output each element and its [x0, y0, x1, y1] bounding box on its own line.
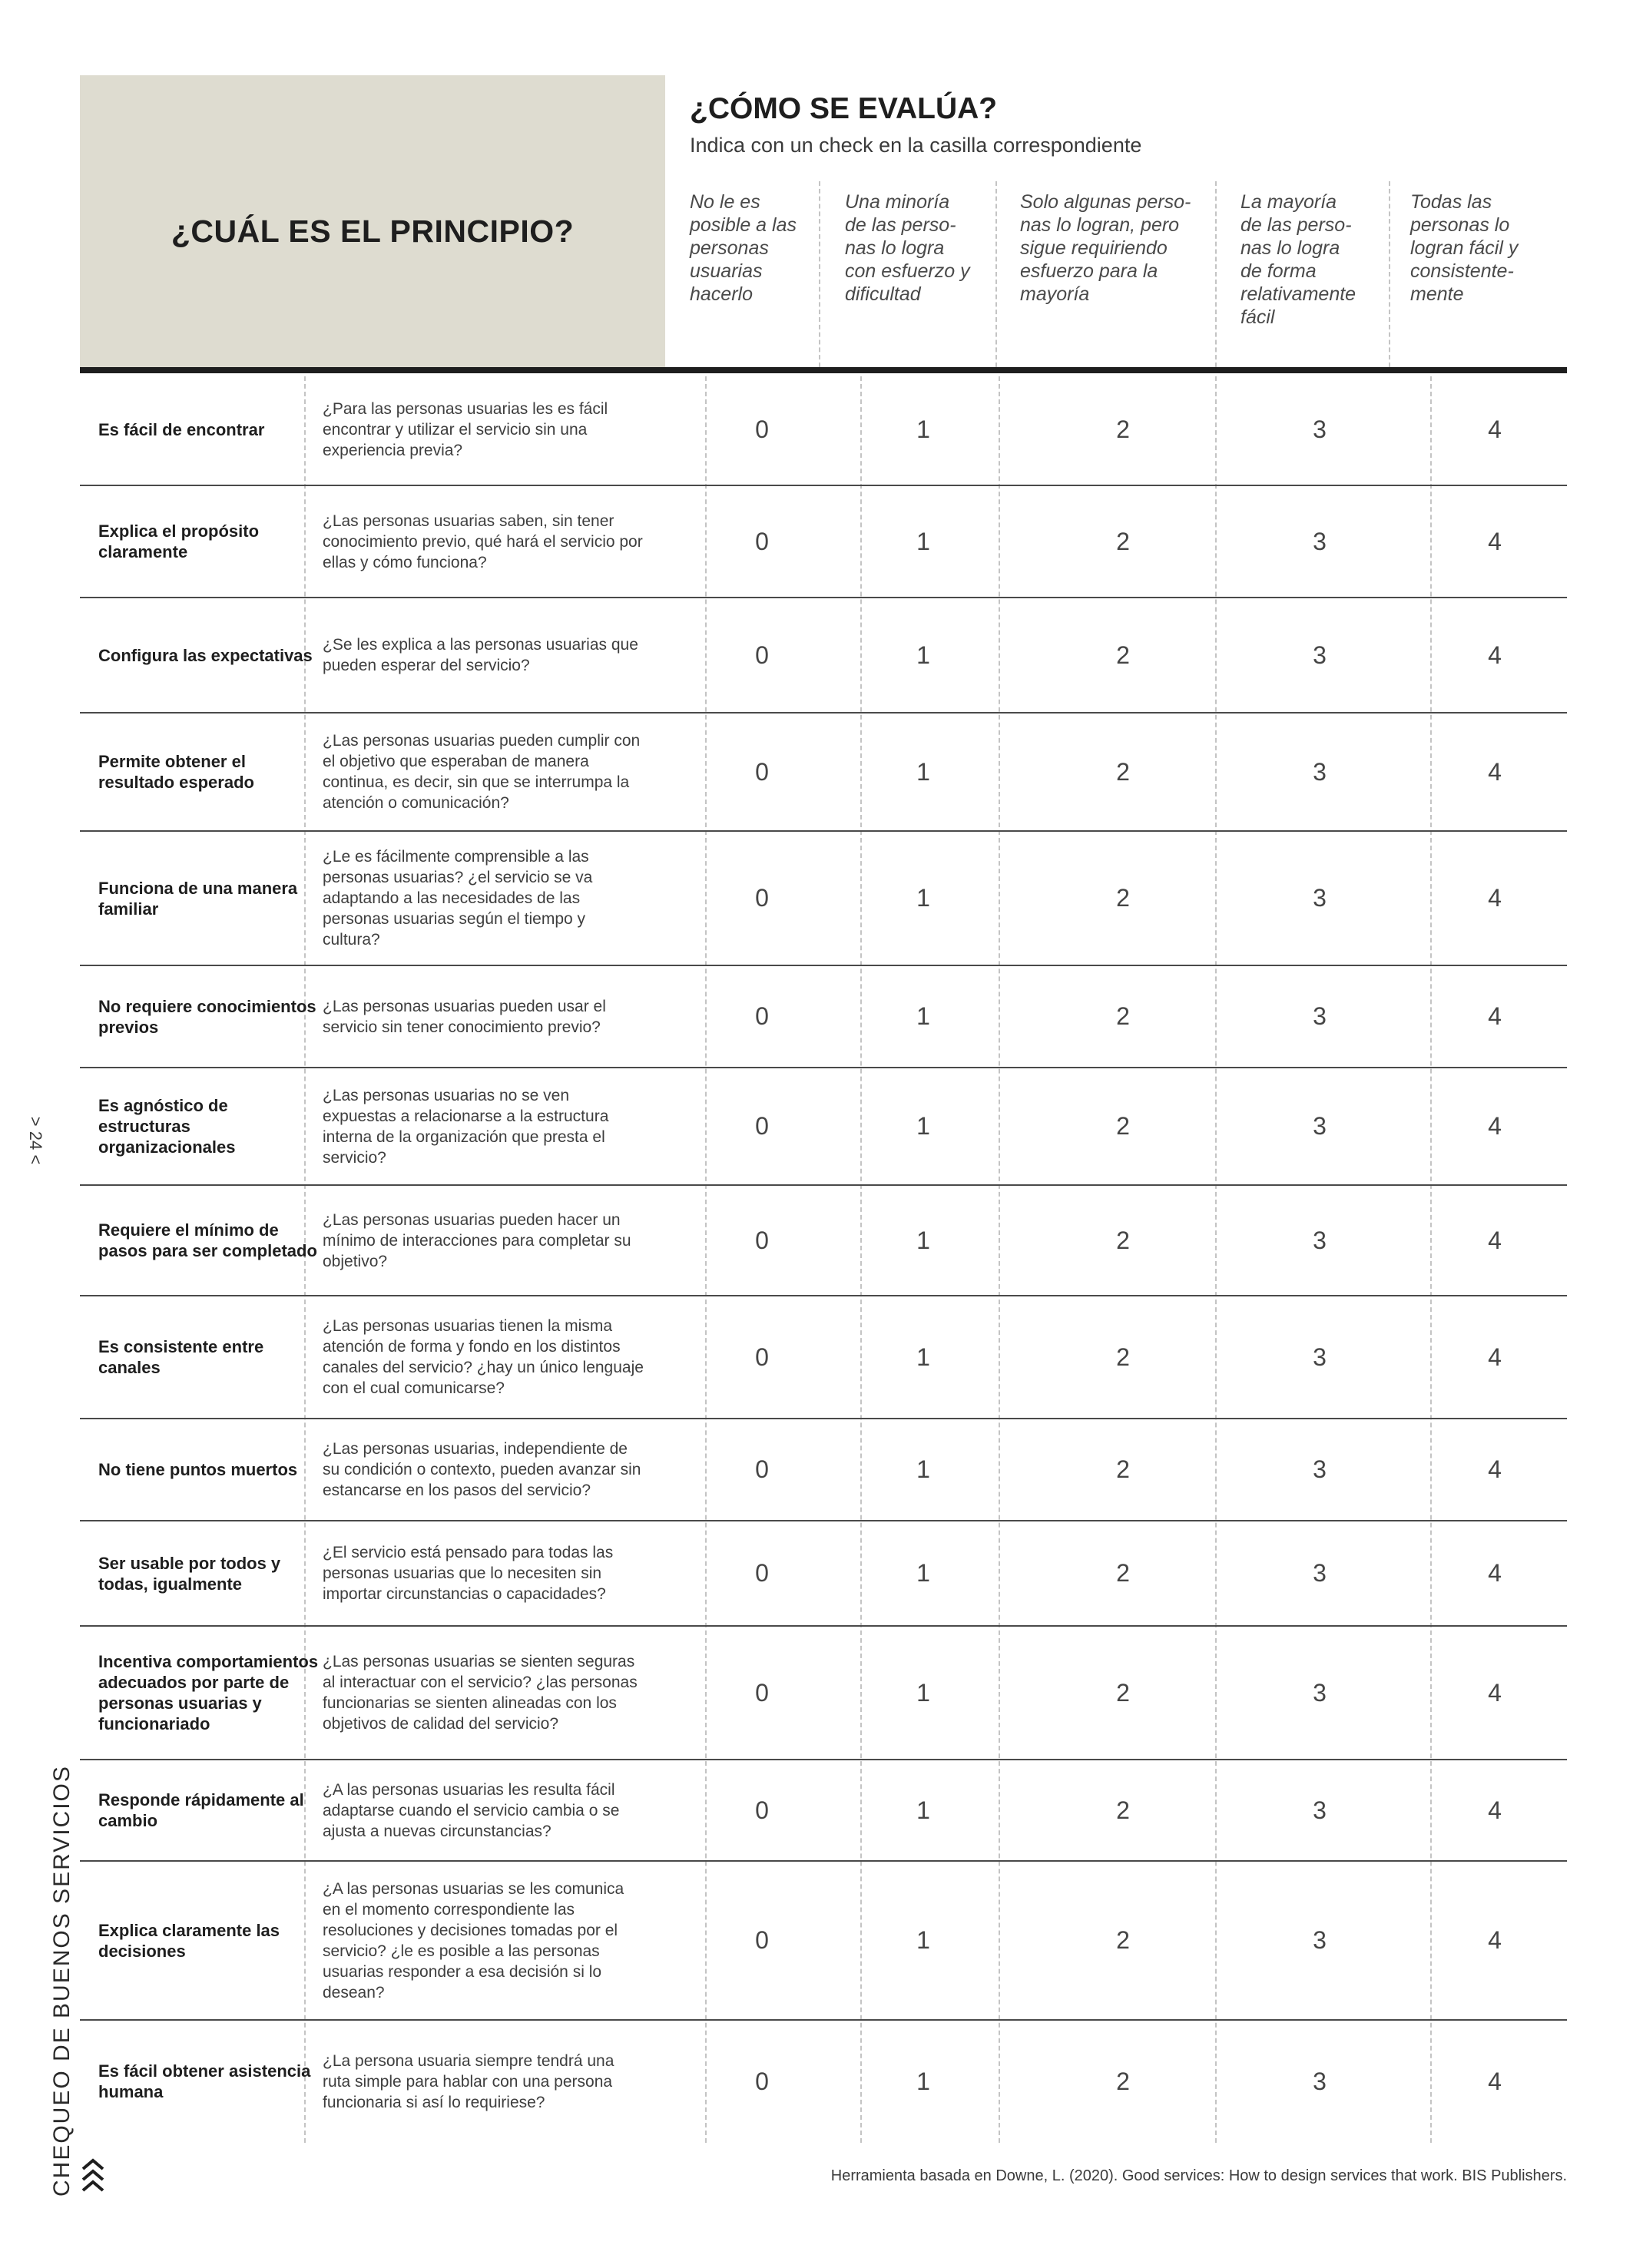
column-header-2: Solo algunas perso- nas lo logran, pero sigue requiriendo esfuerzo para la mayoría — [1020, 191, 1191, 305]
score-option-3[interactable]: 3 — [1313, 1926, 1327, 1954]
evaluation-question: ¿Las personas usuarias pueden cumplir con el objetivo que esperaban de manera continua, es decir, sin que se interrumpa la atención o comunicación? — [323, 732, 641, 812]
table-row — [80, 1861, 1567, 2020]
header-divider — [1389, 181, 1390, 367]
evaluation-question: ¿Se les explica a las personas usuarias que pueden esperar del servicio? — [323, 636, 638, 674]
score-option-0[interactable]: 0 — [755, 1002, 769, 1030]
table-row — [80, 1760, 1567, 1861]
stacked-chevrons-icon — [81, 2158, 104, 2199]
principle-header-panel — [80, 75, 665, 367]
column-header-1: Una minoría de las perso- nas lo logra con esfuerzo y dificultad — [845, 191, 970, 305]
principle-label: Funciona de una manera familiar — [98, 878, 298, 919]
score-option-1[interactable]: 1 — [916, 1796, 930, 1824]
score-option-2[interactable]: 2 — [1116, 884, 1130, 912]
score-option-3[interactable]: 3 — [1313, 1559, 1327, 1587]
evaluation-question: ¿El servicio está pensado para todas las personas usuarias que lo necesiten sin importar circunstancias o capacidades? — [323, 1544, 614, 1603]
score-option-1[interactable]: 1 — [916, 1226, 930, 1254]
principle-label: Incentiva comportamientos adecuados por parte de personas usuarias y funcionariado — [98, 1652, 319, 1733]
score-option-0[interactable]: 0 — [755, 1926, 769, 1954]
score-option-2[interactable]: 2 — [1116, 1926, 1130, 1954]
score-option-0[interactable]: 0 — [755, 415, 769, 443]
score-option-1[interactable]: 1 — [916, 1112, 930, 1140]
score-option-3[interactable]: 3 — [1313, 1796, 1327, 1824]
score-option-4[interactable]: 4 — [1488, 884, 1502, 912]
table-row — [80, 1626, 1567, 1760]
score-option-3[interactable]: 3 — [1313, 1002, 1327, 1030]
score-option-4[interactable]: 4 — [1488, 1226, 1502, 1254]
score-option-0[interactable]: 0 — [755, 1112, 769, 1140]
principle-label: Es fácil obtener asistencia humana — [98, 2061, 311, 2101]
score-option-2[interactable]: 2 — [1116, 1112, 1130, 1140]
table-row — [80, 965, 1567, 1068]
score-option-0[interactable]: 0 — [755, 1796, 769, 1824]
score-option-2[interactable]: 2 — [1116, 1343, 1130, 1371]
score-option-4[interactable]: 4 — [1488, 1678, 1502, 1707]
score-option-0[interactable]: 0 — [755, 1678, 769, 1707]
score-option-0[interactable]: 0 — [755, 1343, 769, 1371]
score-option-0[interactable]: 0 — [755, 1226, 769, 1254]
header-divider — [995, 181, 997, 367]
score-option-2[interactable]: 2 — [1116, 415, 1130, 443]
column-header-4: Todas las personas lo logran fácil y consistente- mente — [1410, 191, 1519, 305]
evaluation-question: ¿Las personas usuarias pueden usar el servicio sin tener conocimiento previo? — [323, 997, 606, 1036]
score-option-3[interactable]: 3 — [1313, 527, 1327, 555]
table-row — [80, 831, 1567, 965]
table-row — [80, 598, 1567, 713]
score-option-4[interactable]: 4 — [1488, 1926, 1502, 1954]
score-option-0[interactable]: 0 — [755, 757, 769, 786]
score-option-1[interactable]: 1 — [916, 1343, 930, 1371]
evaluation-title: ¿CÓMO SE EVALÚA? — [690, 92, 998, 125]
score-option-4[interactable]: 4 — [1488, 2067, 1502, 2095]
score-option-4[interactable]: 4 — [1488, 1559, 1502, 1587]
principle-label: Explica el propósito claramente — [98, 521, 260, 561]
table-row — [80, 2020, 1567, 2143]
score-option-3[interactable]: 3 — [1313, 1455, 1327, 1483]
principle-label: Es fácil de encontrar — [98, 419, 265, 439]
table-row — [80, 1521, 1567, 1626]
score-option-1[interactable]: 1 — [916, 641, 930, 669]
score-option-2[interactable]: 2 — [1116, 757, 1130, 786]
principle-label: Es agnóstico de estructuras organizacionales — [98, 1096, 236, 1157]
evaluation-question: ¿La persona usuaria siempre tendrá una ruta simple para hablar con una persona funcionaria si así lo requiriese? — [323, 2051, 614, 2111]
score-option-2[interactable]: 2 — [1116, 1559, 1130, 1587]
score-option-2[interactable]: 2 — [1116, 1678, 1130, 1707]
score-option-2[interactable]: 2 — [1116, 1796, 1130, 1824]
score-option-3[interactable]: 3 — [1313, 2067, 1327, 2095]
score-option-0[interactable]: 0 — [755, 884, 769, 912]
score-option-4[interactable]: 4 — [1488, 527, 1502, 555]
score-option-4[interactable]: 4 — [1488, 757, 1502, 786]
score-option-4[interactable]: 4 — [1488, 1112, 1502, 1140]
score-option-2[interactable]: 2 — [1116, 641, 1130, 669]
evaluation-question: ¿Le es fácilmente comprensible a las personas usuarias? ¿el servicio se va adaptando a las necesidades de las personas usuarias según el tiempo y cultura? — [323, 848, 593, 949]
score-option-2[interactable]: 2 — [1116, 1455, 1130, 1483]
column-header-0: No le es posible a las personas usuarias hacerlo — [690, 191, 797, 305]
evaluation-question: ¿Las personas usuarias no se ven expuestas a relacionarse a la estructura interna de la organización que presta el servicio? — [323, 1086, 609, 1167]
score-option-4[interactable]: 4 — [1488, 1455, 1502, 1483]
principle-label: No requiere conocimientos previos — [98, 996, 316, 1037]
principle-label: No tiene puntos muertos — [98, 1460, 298, 1479]
principle-label: Permite obtener el resultado esperado — [98, 752, 254, 792]
score-option-3[interactable]: 3 — [1313, 1343, 1327, 1371]
score-option-4[interactable]: 4 — [1488, 641, 1502, 669]
evaluation-question: ¿Las personas usuarias tienen la misma atención de forma y fondo en los distintos canales del servicio? ¿hay un único lenguaje con el cual comunicarse? — [323, 1317, 644, 1397]
score-option-1[interactable]: 1 — [916, 527, 930, 555]
score-option-1[interactable]: 1 — [916, 757, 930, 786]
header-rule — [80, 367, 1567, 373]
principle-label: Requiere el mínimo de pasos para ser completado — [98, 1220, 317, 1260]
header-divider — [1215, 181, 1217, 367]
score-option-3[interactable]: 3 — [1313, 757, 1327, 786]
score-option-3[interactable]: 3 — [1313, 884, 1327, 912]
evaluation-question: ¿Las personas usuarias se sienten seguras al interactuar con el servicio? ¿las personas funcionarias se sienten alineadas con los objetivos de calidad del servicio? — [323, 1653, 638, 1733]
score-option-4[interactable]: 4 — [1488, 415, 1502, 443]
score-option-3[interactable]: 3 — [1313, 415, 1327, 443]
score-option-0[interactable]: 0 — [755, 1455, 769, 1483]
score-option-3[interactable]: 3 — [1313, 1226, 1327, 1254]
score-option-2[interactable]: 2 — [1116, 1226, 1130, 1254]
score-option-1[interactable]: 1 — [916, 884, 930, 912]
score-option-2[interactable]: 2 — [1116, 1002, 1130, 1030]
score-option-3[interactable]: 3 — [1313, 1112, 1327, 1140]
evaluation-question: ¿Las personas usuarias, independiente de su condición o contexto, pueden avanzar sin estancarse en los pasos del servicio? — [323, 1440, 641, 1499]
principle-label: Ser usable por todos y todas, igualmente — [98, 1553, 281, 1594]
score-option-0[interactable]: 0 — [755, 2067, 769, 2095]
table-row — [80, 1185, 1567, 1296]
principle-title: ¿CUÁL ES EL PRINCIPIO? — [171, 214, 575, 249]
column-header-3: La mayoría de las perso- nas lo logra de forma relativamente fácil — [1240, 191, 1356, 328]
evaluation-question: ¿Las personas usuarias pueden hacer un mínimo de interacciones para completar su objetivo? — [323, 1210, 631, 1270]
principle-label: Explica claramente las decisiones — [98, 1920, 280, 1961]
score-option-1[interactable]: 1 — [916, 1926, 930, 1954]
principle-label: Responde rápidamente al cambio — [98, 1790, 304, 1830]
footer-note: Herramienta basada en Downe, L. (2020). Good services: How to design services that work. BIS Publishers. — [830, 2167, 1567, 2184]
score-option-0[interactable]: 0 — [755, 641, 769, 669]
score-option-2[interactable]: 2 — [1116, 527, 1130, 555]
page-number: > 24 < — [26, 1116, 46, 1165]
table-row — [80, 713, 1567, 831]
score-option-3[interactable]: 3 — [1313, 641, 1327, 669]
score-option-1[interactable]: 1 — [916, 1559, 930, 1587]
score-option-4[interactable]: 4 — [1488, 1002, 1502, 1030]
evaluation-question: ¿Las personas usuarias saben, sin tener conocimiento previo, qué hará el servicio por ellas y cómo funciona? — [323, 512, 643, 571]
score-option-1[interactable]: 1 — [916, 415, 930, 443]
principle-label: Es consistente entre canales — [98, 1337, 264, 1377]
table-row — [80, 485, 1567, 598]
evaluation-question: ¿A las personas usuarias les resulta fácil adaptarse cuando el servicio cambia o se ajusta a nuevas circunstancias? — [323, 1780, 620, 1840]
principle-label: Configura las expectativas — [98, 645, 313, 665]
evaluation-question: ¿A las personas usuarias se les comunica en el momento correspondiente las resoluciones y decisiones tomadas por el servicio? ¿le es posible a las personas usuarias responder a esa decisión si lo desean? — [323, 1879, 624, 2001]
table-row — [80, 1296, 1567, 1419]
evaluation-question: ¿Para las personas usuarias les es fácil encontrar y utilizar el servicio sin una experiencia previa? — [323, 399, 608, 459]
score-option-0[interactable]: 0 — [755, 1559, 769, 1587]
side-title: CHEQUEO DE BUENOS SERVICIOS — [49, 1765, 75, 2197]
score-option-2[interactable]: 2 — [1116, 2067, 1130, 2095]
evaluation-subtitle: Indica con un check en la casilla correspondiente — [690, 134, 1142, 157]
header-divider — [819, 181, 820, 367]
score-option-0[interactable]: 0 — [755, 527, 769, 555]
score-option-4[interactable]: 4 — [1488, 1343, 1502, 1371]
table-row — [80, 1419, 1567, 1521]
score-option-1[interactable]: 1 — [916, 1455, 930, 1483]
score-option-4[interactable]: 4 — [1488, 1796, 1502, 1824]
score-option-1[interactable]: 1 — [916, 1678, 930, 1707]
score-option-1[interactable]: 1 — [916, 2067, 930, 2095]
table-row — [80, 373, 1567, 485]
table-row — [80, 1068, 1567, 1185]
score-option-1[interactable]: 1 — [916, 1002, 930, 1030]
score-option-3[interactable]: 3 — [1313, 1678, 1327, 1707]
